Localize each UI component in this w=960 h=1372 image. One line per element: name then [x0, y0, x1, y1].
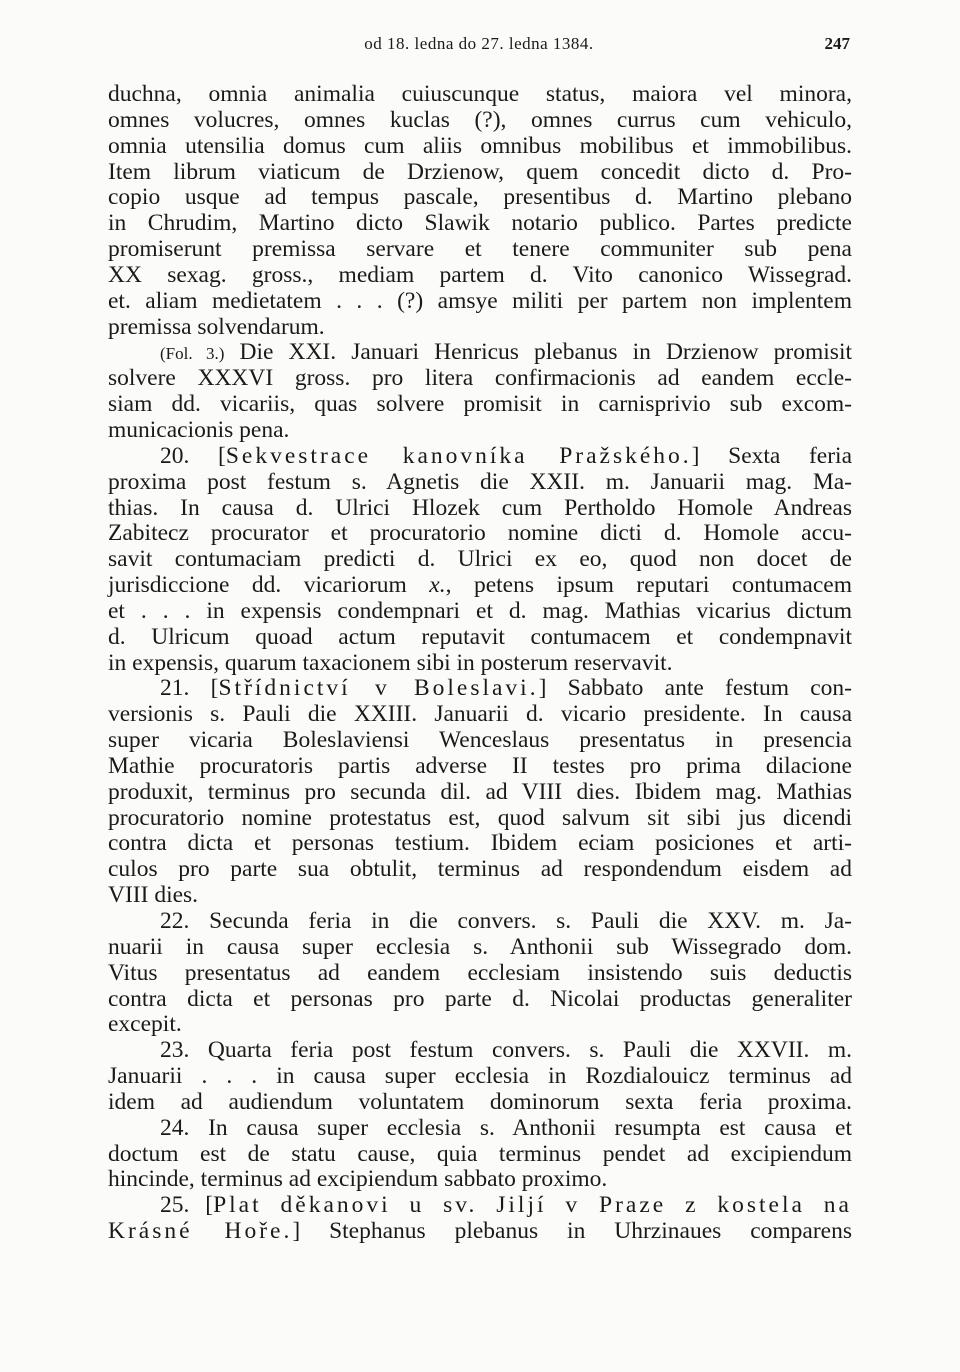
- text-line: [108, 547, 852, 573]
- line-text: proxima post festum s. Agnetis die XXII. m. Januarii mag. Ma-: [108, 468, 852, 495]
- line-text: et . . . in expensis condempnari et d. mag. Mathias vicarius dictum: [108, 597, 852, 624]
- text-line: [108, 599, 852, 625]
- line-text: contra dicta et personas pro parte d. Nicolai productas generaliter: [108, 985, 852, 1012]
- line-text: 25. [: [160, 1192, 214, 1219]
- spaced-heading-text: Plat děkanovi u sv. Jiljí v Praze z kostela na: [213, 1192, 852, 1219]
- text-line: [108, 1012, 852, 1038]
- line-text: duchna, omnia animalia cuiuscunque status, maiora vel minora,: [108, 81, 852, 107]
- text-line: [108, 160, 852, 186]
- text-line: [108, 806, 852, 832]
- line-text: Zabitecz procurator et procuratorio nomine dicti d. Homole accu-: [108, 520, 852, 547]
- line-text: XX sexag. gross., mediam partem d. Vito canonico Wissegrad.: [108, 261, 852, 288]
- text-line: [108, 496, 852, 522]
- text-line: [108, 728, 852, 754]
- line-text: hincinde, terminus ad excipiendum sabbato proximo.: [108, 1166, 608, 1193]
- line-text: omnes volucres, omnes kuclas (?), omnes currus cum vehiculo,: [108, 106, 852, 133]
- line-text: x.: [429, 572, 446, 599]
- text-line: [108, 1142, 852, 1168]
- text-line: [108, 754, 852, 780]
- text-line: [108, 935, 852, 961]
- line-text: produxit, terminus pro secunda dil. ad VIII dies. Ibidem mag. Mathias: [108, 778, 852, 805]
- line-text: Vitus presentatus ad eandem ecclesiam insistendo suis deductis: [108, 959, 852, 986]
- line-text: et. aliam medietatem . . . (?) amsye militi per partem non implentem: [108, 287, 852, 314]
- line-text: contra dicta et personas testium. Ibidem eciam posiciones et arti-: [108, 830, 852, 857]
- text-line: [108, 909, 852, 935]
- line-text: ] Stephanus plebanus in Uhrzinaues comparens: [292, 1218, 852, 1245]
- body-text: [108, 82, 852, 1245]
- line-text: municacionis pena.: [108, 416, 290, 443]
- text-line: [108, 961, 852, 987]
- line-text: idem ad audiendum voluntatem dominorum sexta feria proxima.: [108, 1088, 852, 1115]
- text-line: [108, 857, 852, 883]
- text-line: [108, 651, 852, 677]
- text-line: [108, 82, 852, 108]
- text-line: [108, 625, 852, 651]
- text-line: [108, 1064, 852, 1090]
- text-line: [108, 470, 852, 496]
- line-text: Mathie procuratoris partis adverse II testes pro prima dilacione: [108, 752, 852, 779]
- text-line: [108, 418, 852, 444]
- line-text: solvere XXXVI gross. pro litera confirmacionis ad eandem eccle-: [108, 365, 852, 392]
- line-text: excepit.: [108, 1011, 182, 1038]
- line-text: procuratorio nomine protestatus est, quod salvum sit sibi jus dicendi: [108, 804, 852, 831]
- line-text: siam dd. vicariis, quas solvere promisit in carnisprivio sub excom-: [108, 391, 852, 418]
- text-line: [108, 1038, 852, 1064]
- text-line: [108, 1116, 852, 1142]
- line-text: omnia utensilia domus cum aliis omnibus mobilibus et immobilibus.: [108, 132, 852, 159]
- text-line: [108, 676, 852, 702]
- line-text: 20. [: [160, 442, 226, 469]
- text-line: [108, 263, 852, 289]
- line-text: super vicaria Boleslaviensi Wenceslaus presentatus in presencia: [108, 727, 852, 754]
- text-line: [108, 108, 852, 134]
- text-line: [108, 1167, 852, 1193]
- line-text: promiserunt premissa servare et tenere communiter sub pena: [108, 236, 852, 263]
- text-line: [108, 185, 852, 211]
- text-line: [108, 883, 852, 909]
- text-line: [108, 987, 852, 1013]
- line-text: savit contumaciam predicti d. Ulrici ex eo, quod non docet de: [108, 546, 852, 573]
- text-line: [108, 702, 852, 728]
- page-number: 247: [824, 34, 850, 53]
- line-text: copio usque ad tempus pascale, presentibus d. Martino plebano: [108, 184, 852, 211]
- text-line: [108, 340, 852, 366]
- line-text: doctum est de statu cause, quia terminus pendet ad excipiendum: [108, 1140, 852, 1167]
- line-text: d. Ulricum quoad actum reputavit contumacem et condempnavit: [108, 623, 852, 650]
- running-title: od 18. ledna do 27. ledna 1384.: [364, 34, 594, 53]
- text-line: [108, 315, 852, 341]
- text-line: [108, 831, 852, 857]
- line-text: 23. Quarta feria post festum convers. s. Pauli die XXVII. m.: [160, 1037, 852, 1064]
- text-line: [108, 1193, 852, 1219]
- line-text: culos pro parte sua obtulit, terminus ad respondendum eisdem ad: [108, 856, 852, 883]
- line-text: Die XXI. Januari Henricus plebanus in Drzienow promisit: [224, 339, 852, 366]
- line-text: premissa solvendarum.: [108, 313, 325, 340]
- line-text: versionis s. Pauli die XXIII. Januarii d. vicario presidente. In causa: [108, 701, 852, 728]
- text-line: [108, 444, 852, 470]
- line-text: ] Sexta feria: [691, 442, 853, 469]
- text-line: [108, 573, 852, 599]
- text-line: [108, 237, 852, 263]
- text-line: [108, 289, 852, 315]
- text-line: [108, 211, 852, 237]
- line-text: (Fol. 3.): [160, 344, 225, 364]
- line-text: VIII dies.: [108, 882, 199, 909]
- text-line: [108, 392, 852, 418]
- text-line: [108, 366, 852, 392]
- line-text: in expensis, quarum taxacionem sibi in posterum reservavit.: [108, 649, 673, 676]
- text-line: [108, 134, 852, 160]
- line-text: 21. [: [160, 675, 219, 702]
- line-text: 22. Secunda feria in die convers. s. Pauli die XXV. m. Ja-: [160, 908, 852, 934]
- line-text: Item librum viaticum de Drzienow, quem concedit dicto d. Pro-: [108, 158, 852, 185]
- text-line: [108, 1219, 852, 1245]
- line-text: thias. In causa d. Ulrici Hlozek cum Pertholdo Homole Andreas: [108, 494, 852, 521]
- line-text: , petens ipsum reputari contumacem: [445, 572, 852, 599]
- text-line: [108, 521, 852, 547]
- line-text: in Chrudim, Martino dicto Slawik notario publico. Partes predicte: [108, 210, 852, 237]
- line-text: 24. In causa super ecclesia s. Anthonii resumpta est causa et: [160, 1114, 852, 1141]
- text-line: [108, 1090, 852, 1116]
- running-head: [108, 34, 850, 60]
- line-text: jurisdiccione dd. vicariorum: [108, 572, 430, 599]
- spaced-heading-text: Střídnictví v Boleslavi.: [218, 675, 539, 702]
- spaced-heading-text: Sekvestrace kanovníka Pražského.: [225, 442, 692, 469]
- spaced-heading-text: Krásné Hoře.: [108, 1218, 293, 1245]
- text-line: [108, 780, 852, 806]
- line-text: Januarii . . . in causa super ecclesia in Rozdialouicz terminus ad: [108, 1063, 852, 1090]
- line-text: ] Sabbato ante festum con-: [538, 675, 853, 702]
- line-text: nuarii in causa super ecclesia s. Anthonii sub Wissegrado dom.: [108, 933, 852, 960]
